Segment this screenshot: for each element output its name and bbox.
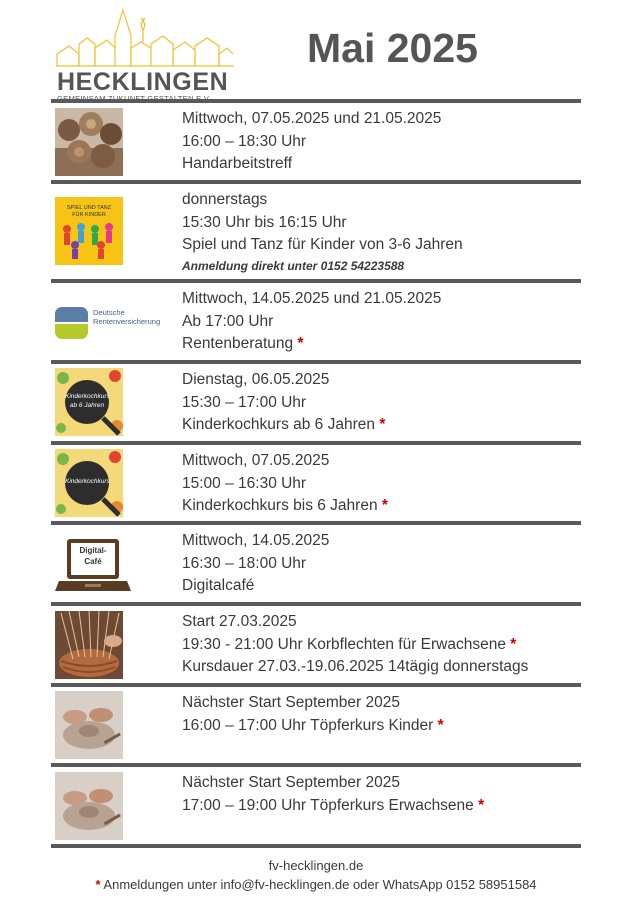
event-details bbox=[182, 611, 528, 679]
event-registration-note: Anmeldung direkt unter 0152 54223588 bbox=[182, 258, 405, 273]
event-title: Digitalcafé bbox=[182, 577, 255, 594]
event-row bbox=[51, 103, 581, 180]
event-time-title: 16:00 – 17:00 Uhr Töpferkurs Kinder * bbox=[182, 716, 444, 734]
logo-title: HECKLINGEN bbox=[57, 68, 229, 96]
event-row bbox=[51, 283, 581, 360]
event-details bbox=[182, 369, 385, 437]
event-date: Mittwoch, 07.05.2025 bbox=[182, 452, 330, 469]
hecklingen-logo bbox=[55, 8, 235, 100]
dancing-children-icon bbox=[55, 197, 123, 265]
event-title: Kinderkochkurs ab 6 Jahren * bbox=[182, 416, 386, 433]
event-row bbox=[51, 767, 581, 844]
page-title: Mai 2025 bbox=[307, 25, 478, 71]
event-row bbox=[51, 525, 581, 602]
event-title: Handarbeitstreff bbox=[182, 155, 292, 172]
event-title: Spiel und Tanz für Kinder von 3-6 Jahren bbox=[182, 236, 463, 253]
event-details bbox=[182, 692, 444, 737]
pan-label-line-1: Kinderkochkurs bbox=[65, 393, 110, 400]
footer-website[interactable]: fv-hecklingen.de bbox=[268, 858, 364, 873]
event-time: 16:00 – 18:30 Uhr bbox=[182, 132, 307, 150]
asterisk-mark: * bbox=[478, 796, 485, 814]
event-date: Nächster Start September 2025 bbox=[182, 774, 400, 791]
basket-weaving-image bbox=[55, 611, 123, 679]
event-date: Start 27.03.2025 bbox=[182, 613, 297, 630]
pan-label-line-2: ab 6 Jahren bbox=[69, 402, 105, 409]
event-row bbox=[51, 445, 581, 521]
event-details bbox=[182, 530, 329, 598]
event-time: 16:30 – 18:00 Uhr bbox=[182, 554, 307, 572]
drv-name-line-1: Deutsche bbox=[93, 308, 125, 317]
pan-label-line-1: Kinderkochkurs bbox=[65, 478, 110, 485]
poster-title: SPIEL UND TANZ FÜR KINDER bbox=[66, 205, 112, 218]
event-time-title: 17:00 – 19:00 Uhr Töpferkurs Erwachsene * bbox=[182, 796, 485, 814]
event-time: Ab 17:00 Uhr bbox=[182, 312, 274, 330]
asterisk-mark: * bbox=[297, 335, 304, 352]
event-row bbox=[51, 184, 581, 279]
footer-registration bbox=[0, 877, 632, 892]
drv-name-line-2: Rentenversicherung bbox=[93, 317, 161, 326]
spiel-und-tanz-poster bbox=[55, 197, 123, 265]
event-date: Dienstag, 06.05.2025 bbox=[182, 371, 330, 388]
event-date: donnerstags bbox=[182, 191, 268, 208]
event-date: Mittwoch, 07.05.2025 und 21.05.2025 bbox=[182, 110, 442, 127]
asterisk-mark: * bbox=[95, 877, 101, 892]
asterisk-mark: * bbox=[381, 497, 388, 514]
event-time: 15:00 – 16:30 Uhr bbox=[182, 474, 307, 492]
divider bbox=[51, 844, 581, 848]
event-details bbox=[182, 772, 484, 817]
event-date: Nächster Start September 2025 bbox=[182, 694, 400, 711]
event-title: Rentenberatung * bbox=[182, 335, 304, 352]
event-details bbox=[182, 288, 441, 356]
pastry-baskets-image bbox=[55, 108, 123, 176]
registration-text: Anmeldungen unter info@fv-hecklingen.de oder WhatsApp 0152 58951584 bbox=[103, 877, 537, 892]
event-details bbox=[182, 450, 388, 518]
event-details bbox=[182, 189, 463, 275]
deutsche-rentenversicherung-logo bbox=[55, 307, 179, 341]
event-course-duration: Kursdauer 27.03.-19.06.2025 14tägig donnerstags bbox=[182, 658, 529, 675]
kinderkochkurs-image bbox=[55, 449, 123, 517]
event-date: Mittwoch, 14.05.2025 bbox=[182, 532, 330, 549]
asterisk-mark: * bbox=[437, 716, 444, 734]
laptop-icon bbox=[55, 535, 131, 603]
laptop-label-line-1: Digital- bbox=[79, 546, 107, 555]
event-date: Mittwoch, 14.05.2025 und 21.05.2025 bbox=[182, 290, 442, 307]
pottery-image bbox=[55, 691, 123, 759]
event-time: 15:30 Uhr bis 16:15 Uhr bbox=[182, 213, 347, 231]
kinderkochkurs-image bbox=[55, 368, 123, 436]
event-row bbox=[51, 687, 581, 763]
event-row bbox=[51, 606, 581, 683]
event-row bbox=[51, 364, 581, 441]
asterisk-mark: * bbox=[379, 416, 386, 433]
event-title: Kinderkochkurs bis 6 Jahren * bbox=[182, 497, 388, 514]
event-time: 15:30 – 17:00 Uhr bbox=[182, 393, 307, 411]
laptop-label-line-2: Café bbox=[84, 557, 102, 566]
asterisk-mark: * bbox=[510, 635, 517, 653]
event-details bbox=[182, 108, 441, 176]
event-time-title: 19:30 - 21:00 Uhr Korbflechten für Erwachsene * bbox=[182, 635, 517, 653]
pottery-image bbox=[55, 772, 123, 840]
village-skyline-icon bbox=[55, 8, 235, 70]
